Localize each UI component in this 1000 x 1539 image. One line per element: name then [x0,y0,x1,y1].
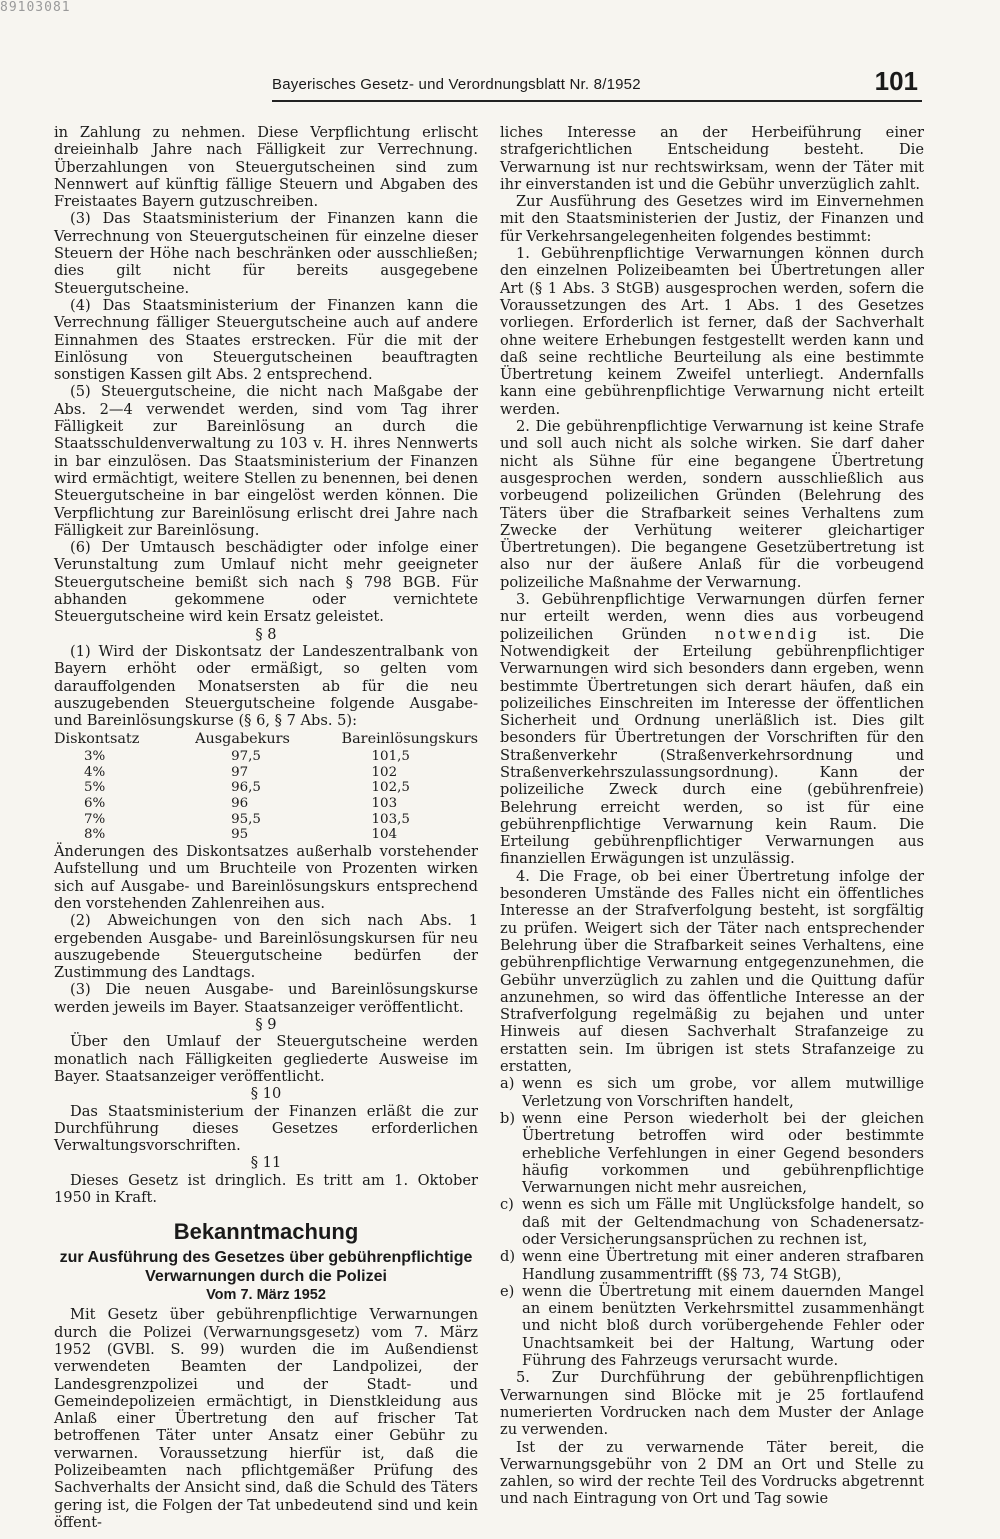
paragraph: (5) Steuergutscheine, die nicht nach Maßgabe der Abs. 2—4 verwendet werden, sind vom Tag ihrer Fälligkeit zur Bareinlösung an durch die Staatsschuldenverwaltung zu 103 v. H. ihres Nennwerts in bar einzulösen. Das Staatsministerium der Finanzen wird ermächtigt, weitere Stellen zu benennen, bei denen Steuergutscheine in bar eingelöst werden können. Die Verpflichtung zur Bareinlösung erlischt drei Jahre nach Fälligkeit zur Bareinlösung. [54,383,478,539]
paragraph: (3) Das Staatsministerium der Finanzen kann die Verrechnung von Steuergutscheinen für einzelne dieser Steuern der Höhe nach beschränken oder ausschließen; dies gilt nicht für bereits ausgegebene Steuergutscheine. [54,210,478,297]
paragraph: in Zahlung zu nehmen. Diese Verpflichtung erlischt dreieinhalb Jahre nach Fälligkeit zur Verrechnung. Überzahlungen von Steuergutscheinen sind zum Nennwert auf künftig fällige Steuern und Abgaben des Freistaates Bayern gutzuschreiben. [54,124,478,211]
list-text: wenn es sich um grobe, vor allem mutwillige Verletzung von Vorschriften handelt, [522,1075,924,1110]
table-cell: 96,5 [231,780,261,796]
table-cell: 5% [84,780,106,796]
list-item [500,1196,924,1248]
table-row [54,812,478,828]
list-text: wenn eine Übertretung mit einer anderen strafbaren Handlung zusammentrifft (§§ 73, 74 StGB), [522,1248,924,1283]
paragraph: 4. Die Frage, ob bei einer Übertretung infolge der besonderen Umstände des Falles nicht ein öffentliches Interesse an der Strafverfolgung besteht, ist sorgfältig zu prüfen. Weigert sich der Täter nach entsprechender Belehrung über die Strafbarkeit seines Verhaltens, eine gebührenpflichtige Verwarnung entgegenzunehmen, die Gebühr unverzüglich zu zahlen und die Quittung dafür anzunehmen, so wird das öffentliche Interesse an der Strafverfolgung regelmäßig zu bejahen und unter Hinweis auf diesen Sachverhalt Strafanzeige zu erstatten sein. Im übrigen ist stets Strafanzeige zu erstatten, [500,867,924,1076]
paragraph: (2) Abweichungen von den sich nach Abs. 1 ergebenden Ausgabe- und Bareinlösungskursen für neu auszugebende Steuergutscheine bedürfen der Zustimmung des Landtags. [54,912,478,982]
paragraph: (4) Das Staatsministerium der Finanzen kann die Verrechnung fälliger Steuergutscheine auch auf andere Einnahmen des Staates erstrecken. Für die mit der Einlösung von Steuergutscheinen beauftragten sonstigen Kassen gilt Abs. 2 entsprechend. [54,296,478,384]
list-text: wenn die Übertretung mit einem dauernden Mangel an einem benützten Verkehrsmittel zusammenhängt und nicht bloß durch vorübergehende Fehler oder Unachtsamkeit bei der Haltung, Wartung oder Führung des Fahrzeugs verursacht wurde. [522,1282,924,1370]
list-item [500,1248,924,1283]
table-cell: 104 [371,827,398,843]
text-run: 3. Gebührenpflichtige Verwarnungen dürfen ferner nur erteilt werden, wenn dies aus vorbeugend polizeilichen Gründen [500,591,924,643]
section-heading: § 8 [255,625,277,643]
section-heading: § 10 [250,1085,282,1103]
header-title: Bayerisches Gesetz- und Verordnungsblatt Nr. 8/1952 [272,76,641,93]
notice-date: Vom 7. März 1952 [206,1287,326,1304]
list-letter: a) [500,1075,515,1093]
table-cell: 97 [231,764,249,780]
table-cell: 102,5 [371,780,410,796]
table-cell: 6% [84,796,106,811]
archive-stamp: 89103081 [0,0,71,15]
paragraph: Zur Ausführung des Gesetzes wird im Einvernehmen mit den Staatsministerien der Justiz, der Finanzen und für Verkehrsangelegenheiten folgendes bestimmt: [500,193,924,245]
text-run: ist. Die Notwendigkeit der Erteilung gebührenpflichtiger Verwarnungen wird sich besonders dann ergeben, wenn bestimmte Übertretungen sich derart häufen, daß ein polizeiliches Einschreiten im Interesse der öffentlichen Sicherheit und Ordnung unerläßlich ist. Dies gilt besonders für Übertretungen der Vorschriften für den Straßenverkehr (Straßenverkehrsordnung und Straßenverkehrszulassungsordnung). Kann der polizeiliche Zweck durch eine (gebührenfreie) Belehrung erreicht werden, so ist für eine gebührenpflichtige Verwarnung kein Raum. Die Erteilung gebührenpflichtiger Verwarnungen aus finanziellen Erwägungen ist unzulässig. [500,625,924,868]
paragraph: Das Staatsministerium der Finanzen erläßt die zur Durchführung dieses Gesetzes erforderlichen Verwaltungsvorschriften. [54,1102,478,1155]
paragraph: Ist der zu verwarnende Täter bereit, die Verwarnungsgebühr von 2 DM an Ort und Stelle zu zahlen, so wird der rechte Teil des Vordrucks abgetrennt und nach Eintragung von Ort und Tag sowie [500,1438,924,1508]
table-row [54,780,478,796]
paragraph: liches Interesse an der Herbeiführung einer strafgerichtlichen Entscheidung besteht. Die Verwarnung ist nur rechtswirksam, wenn der Täter mit ihr einverstanden ist und die Gebühr unverzüglich zahlt. [500,124,924,193]
notice-title: Bekanntmachung [173,1219,359,1245]
paragraph [500,591,924,868]
paragraph: Über den Umlauf der Steuergutscheine werden monatlich nach Fälligkeiten gegliederte Ausweise im Bayer. Staatsanzeiger veröffentlicht. [54,1033,478,1085]
paragraph: (1) Wird der Diskontsatz der Landeszentralbank von Bayern erhöht oder ermäßigt, so gelten vom darauffolgenden Monatsersten ab für die neu auszugebenden Steuergutscheine folgende Ausgabe- und Bareinlösungskurse (§ 6, § 7 Abs. 5): [54,642,478,730]
list-text: wenn eine Person wiederholt bei der gleichen Übertretung betroffen wird oder bestimmte erhebliche Verfehlungen in einer Gegend besonders häufig vorkommen und gebührenpflichtige Verwarnungen nicht mehr ausreichen, [522,1109,924,1197]
notice-subtitle: zur Ausführung des Gesetzes über gebührenpflichtige Verwarnungen durch die Polizei [59,1249,473,1286]
table-cell: 4% [84,764,106,780]
table-cell: 101,5 [371,748,410,764]
table-cell: 103,5 [371,811,410,827]
paragraph: (3) Die neuen Ausgabe- und Bareinlösungskurse werden jeweils im Bayer. Staatsanzeiger veröffentlicht. [54,981,478,1016]
list-item [500,1075,924,1110]
section-heading: § 11 [250,1154,282,1172]
table-cell: 103 [371,796,398,811]
table-cell: 95,5 [231,811,261,827]
paragraph: (6) Der Umtausch beschädigter oder infolge einer Verunstaltung zum Umlauf nicht mehr geeigneter Steuergutscheine bemißt sich nach § 798 BGB. Für abhanden gekommene oder vernichtete Steuergutscheine wird kein Ersatz geleistet. [54,539,478,626]
table-row [54,749,478,765]
paragraph: 2. Die gebührenpflichtige Verwarnung ist keine Strafe und soll auch nicht als solche wirken. Sie darf daher nicht als Sühne für eine begangene Übertretung ausgesprochen werden, sondern ausschließlich aus vorbeugend polizeilichen Gründen (Belehrung des Täters über die Strafbarkeit seines Verhaltens zum Zwecke der Verhütung weiterer gleichartiger Übertretungen). Die begangene Gesetzübertretung ist also nur der äußere Anlaß für die vorbeugend polizeiliche Maßnahme der Verwarnung. [500,418,924,591]
table-row [54,765,478,781]
paragraph: Mit Gesetz über gebührenpflichtige Verwarnungen durch die Polizei (Verwarnungsgesetz) vom 7. März 1952 (GVBl. S. 99) wurden die im Außendienst verwendeten Beamten der Landpolizei, der Landesgrenzpolizei und der Stadt- und Gemeindepolizeien ermächtigt, in Dienstkleidung aus Anlaß einer Übertretung den auf frischer Tat betroffenen Täter unter Ansatz einer Gebühr zu verwarnen. Voraussetzung hierfür ist, daß die Polizeibeamten nach pflichtgemäßer Prüfung des Sachverhalts der Ansicht sind, daß die Schuld des Täters gering ist, die Folgen der Tat unbedeutend sind und kein öffent- [54,1306,478,1531]
list-item [500,1283,924,1369]
list-letter: e) [500,1282,515,1300]
emphasis-spaced: notwendig [714,625,820,643]
page-header [272,66,922,102]
list-text: wenn es sich um Fälle mit Unglücksfolge handelt, so daß mit der Geltendmachung von Schadenersatz- oder Versicherungsansprüchen zu rechnen ist, [522,1196,924,1248]
page-number: 101 [874,66,918,96]
table-header: Ausgabekurs [195,731,290,748]
left-column [54,124,478,1531]
table-cell: 8% [84,827,106,843]
list-item [500,1110,924,1196]
table-cell: 96 [231,796,249,811]
paragraph: 1. Gebührenpflichtige Verwarnungen können durch den einzelnen Polizeibeamten bei Übertretungen aller Art (§ 1 Abs. 3 StGB) ausgesprochen werden, sofern die Voraussetzungen des Art. 1 Abs. 1 des Gesetzes vorliegen. Erforderlich ist ferner, daß der Sachverhalt ohne weitere Erhebungen festgestellt werden kann und daß seine rechtliche Beurteilung als eine bestimmte Übertretung keinem Zweifel unterliegt. Andernfalls kann eine gebührenpflichtige Verwarnung nicht erteilt werden. [500,245,924,418]
table-cell: 3% [84,748,106,764]
list-letter: c) [500,1196,514,1214]
table-row [54,827,478,843]
table-row [54,796,478,812]
table-header: Bareinlösungskurs [341,731,478,748]
right-column [500,124,924,1508]
discount-rate-table [54,731,478,843]
paragraph: Dieses Gesetz ist dringlich. Es tritt am 1. Oktober 1950 in Kraft. [54,1171,478,1207]
table-header: Diskontsatz [54,731,140,748]
table-cell: 102 [371,764,398,780]
list-letter: b) [500,1109,516,1127]
section-heading: § 9 [255,1016,277,1034]
table-cell: 95 [231,827,249,843]
table-cell: 97,5 [231,748,261,764]
table-cell: 7% [84,811,106,827]
list-letter: d) [500,1248,516,1266]
paragraph: 5. Zur Durchführung der gebührenpflichtigen Verwarnungen sind Blöcke mit je 25 fortlaufend numerierten Vordrucken nach dem Muster der Anlage zu verwenden. [500,1369,924,1439]
paragraph: Änderungen des Diskontsatzes außerhalb vorstehender Aufstellung und um Bruchteile von Prozenten wirken sich auf Ausgabe- und Bareinlösungskurs entsprechend den vorstehenden Zahlenreihen aus. [54,843,478,912]
